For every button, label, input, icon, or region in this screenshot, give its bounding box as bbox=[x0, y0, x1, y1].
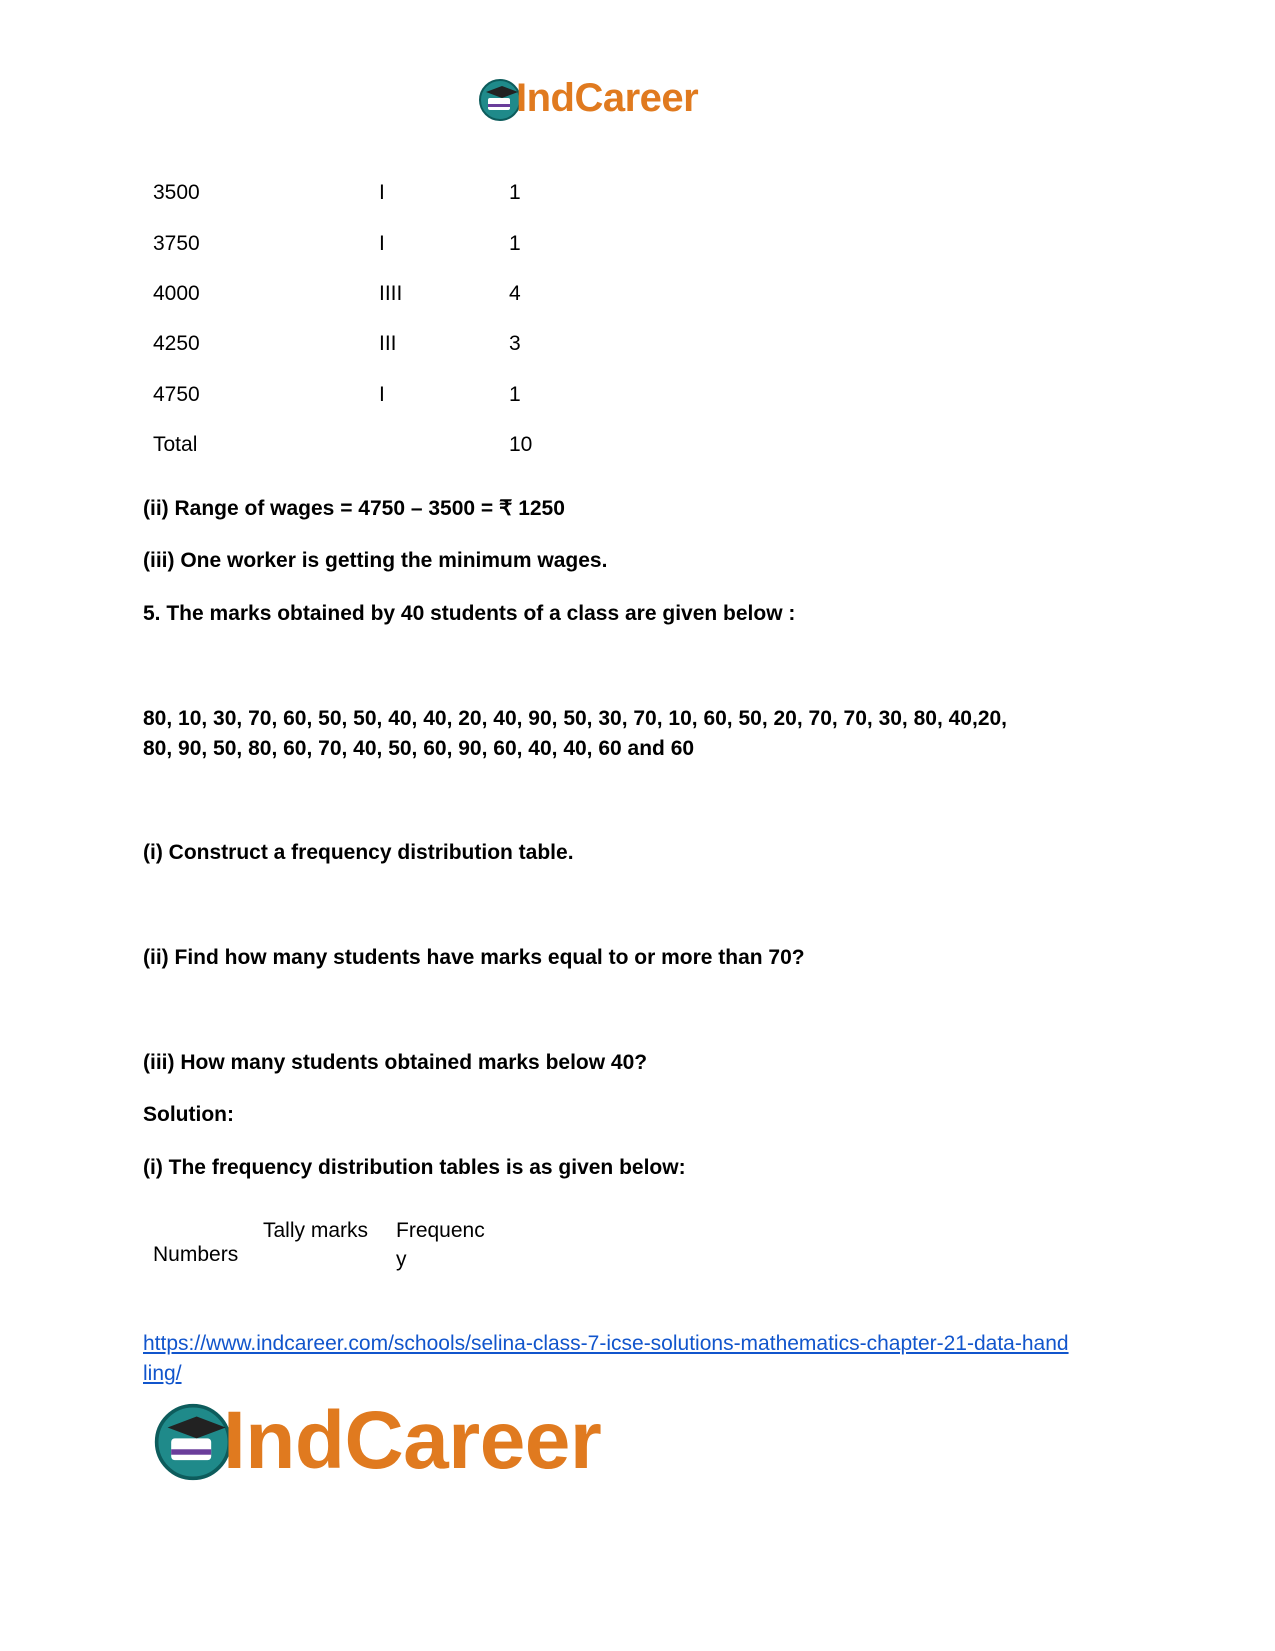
question-5-title: 5. The marks obtained by 40 students of a class are given below : bbox=[143, 602, 796, 625]
wage-row-3-tally: IIII bbox=[379, 282, 403, 305]
header-logo bbox=[478, 74, 738, 126]
footer-logo bbox=[153, 1395, 673, 1488]
wage-row-3-freq: 4 bbox=[509, 282, 521, 305]
footer-logo-text: IndCareer bbox=[223, 1395, 602, 1486]
footer-logo-globe-icon bbox=[153, 1402, 233, 1482]
wage-row-1-value: 3500 bbox=[153, 181, 200, 204]
wage-row-4-value: 4250 bbox=[153, 332, 200, 355]
question-5-data-line-2: 80, 90, 50, 80, 60, 70, 40, 50, 60, 90, 60, 40, 40, 60 and 60 bbox=[143, 737, 695, 760]
wage-row-1-tally: I bbox=[379, 181, 385, 204]
wage-row-5-value: 4750 bbox=[153, 383, 200, 406]
solution-part-i: (i) The frequency distribution tables is as given below: bbox=[143, 1156, 686, 1179]
question-5-data-line-1: 80, 10, 30, 70, 60, 50, 50, 40, 40, 20, 40, 90, 50, 30, 70, 10, 60, 50, 20, 70, 70, 30, 80, 40,20, bbox=[143, 707, 1008, 730]
header-tally-marks: Tally marks bbox=[263, 1219, 369, 1242]
question-5-part-i: (i) Construct a frequency distribution table. bbox=[143, 841, 574, 864]
wage-row-2-tally: I bbox=[379, 232, 385, 255]
wage-row-2-value: 3750 bbox=[153, 232, 200, 255]
header-frequency-line-1: Frequenc bbox=[396, 1219, 485, 1242]
wage-row-5-tally: I bbox=[379, 383, 385, 406]
wage-row-3-value: 4000 bbox=[153, 282, 200, 305]
wage-row-5-freq: 1 bbox=[509, 383, 521, 406]
footer-url-link[interactable]: https://www.indcareer.com/schools/selina-class-7-icse-solutions-mathematics-chapter-21-data-handling/ bbox=[143, 1332, 1069, 1385]
wage-total-label: Total bbox=[153, 433, 198, 456]
answer-range: (ii) Range of wages = 4750 – 3500 = ₹ 1250 bbox=[143, 497, 565, 520]
header-logo-text: IndCareer bbox=[516, 76, 699, 120]
header-numbers: Numbers bbox=[153, 1243, 239, 1266]
question-5-part-iii: (iii) How many students obtained marks below 40? bbox=[143, 1051, 648, 1074]
wage-row-4-tally: III bbox=[379, 332, 397, 355]
solution-label: Solution: bbox=[143, 1103, 234, 1126]
wage-row-4-freq: 3 bbox=[509, 332, 521, 355]
wage-row-2-freq: 1 bbox=[509, 232, 521, 255]
wage-row-1-freq: 1 bbox=[509, 181, 521, 204]
question-5-part-ii: (ii) Find how many students have marks equal to or more than 70? bbox=[143, 946, 805, 969]
question-5-data bbox=[143, 704, 1133, 764]
answer-min-wage: (iii) One worker is getting the minimum wages. bbox=[143, 549, 608, 572]
header-frequency-line-2: y bbox=[396, 1248, 407, 1271]
wage-total-value: 10 bbox=[509, 433, 533, 456]
